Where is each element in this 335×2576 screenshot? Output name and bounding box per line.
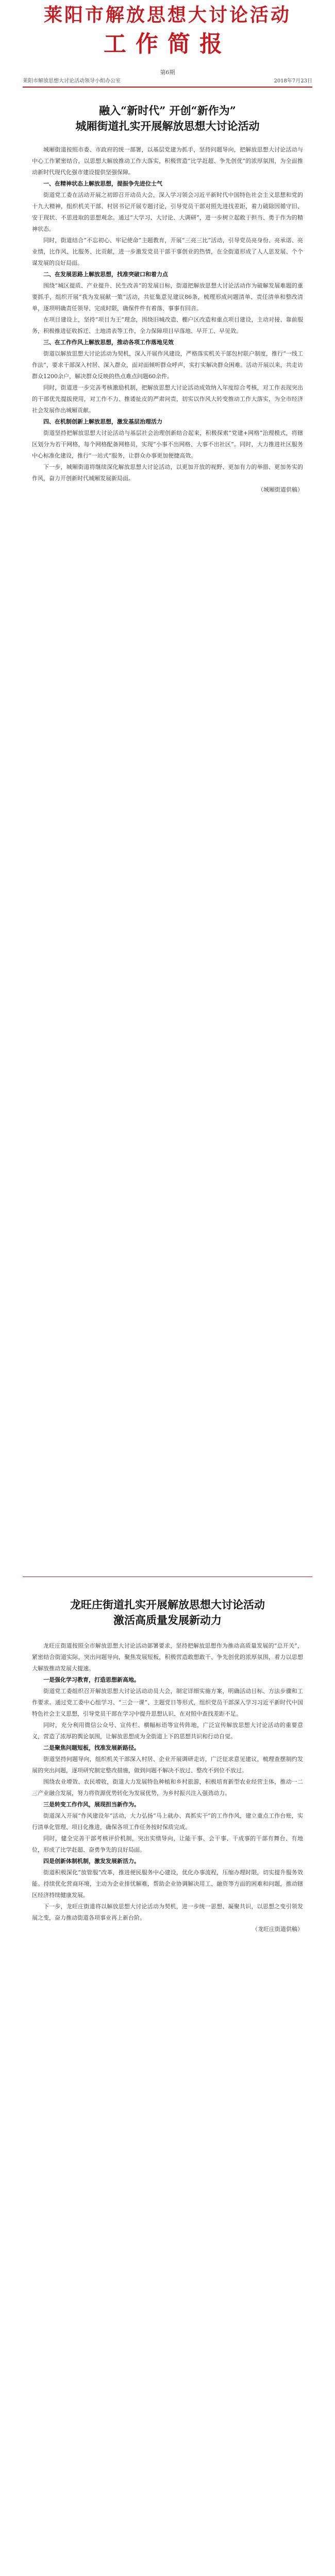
article2-title [23,1597,312,1628]
masthead-meta [23,76,312,84]
article2-intro: 龙旺庄街道按照全市解放思想大讨论活动部署要求，坚持把解放思想作为推动高质量发展的“总开关”，紧密结合街道实际，突出问题导向，聚焦发展短板，积极营造敢想敢干、争先创优的浓厚氛围，着力以思想大解放推动发展大提速。 [32,1642,303,1672]
article2-body [32,1640,303,1935]
article2-section2-paragraph2: 围绕农业增效、农民增收，街道大力发展特色种植和乡村旅游，积极培育新型农业经营主体，推动一二三产业融合发展，努力将资源优势转化为发展优势，为乡村振兴注入强劲动力。 [32,1778,303,1797]
article1-title-line1: 融入“新时代” 开创“新作为” [99,104,236,117]
article2-section2-heading: 二是聚焦问题短板，找准发展新路径。 [43,1744,140,1751]
article2-title-line1: 龙旺庄街道扎实开展解放思想大讨论活动 [70,1598,265,1611]
masthead-title: 莱阳市解放思想大讨论活动 [43,4,291,26]
issuing-org: 莱阳市解放思想大讨论活动领导小组办公室 [23,78,121,84]
article1-section3-heading: 三、在工作作风上解放思想，推动各项工作落地见效 [43,339,174,346]
article2-section4-paragraph2: 下一步，龙旺庄街道将以解放思想大讨论活动为契机，进一步统一思想、凝聚共识，以思想之变引领发展之变，奋力推动街道各项事业再上新台阶。 [32,1903,303,1921]
article2-section2-paragraph1: 街道坚持问题导向，组织机关干部深入村居、企业开展调研走访，广泛征求意见建议，梳理查摆制约发展的突出问题，逐项研究制定整改措施，做到问题不解决不放过、整改不到位不放过。 [32,1756,303,1774]
masthead-rule [23,87,312,88]
article1-section2-paragraph1: 围绕“城区提质、产业提升、民生改善”的发展目标，街道把解放思想大讨论活动作为破解发展难题的重要抓手，组织开展“我为发展献一策”活动，共征集意见建议86条，梳理形成问题清单、责任清单和整改清单，逐项明确责任领导、完成时限，确保件件有着落、事事有回音。 [32,282,303,312]
article1-body [32,144,303,496]
article2-section3-paragraph2: 同时，健全完善干部考核评价机制，突出实绩导向，让能干事、会干事、干成事的干部有舞台、有地位，形成了比学赶超、奋勇争先的良好局面。 [32,1835,303,1853]
masthead-subtitle: 工作简报 [104,31,231,57]
article2-end-note: （龙旺庄街道供稿） [252,1926,303,1933]
article1-section2-heading: 二、在发展思路上解放思想，找准突破口和着力点 [43,271,168,278]
article1-section4-heading: 四、在机制创新上解放思想，激发基层治理活力 [43,418,162,425]
article1-section1-paragraph2: 同时，街道结合“不忘初心、牢记使命”主题教育，开展“三亮三比”活动，引导党员亮身份、亮承诺、亮业绩，比作风、比服务、比贡献，进一步激发党员干部干事创业的热情，在全街道形成了人人思发展、个个谋发展的良好局面。 [32,237,303,266]
article1-end-note: （城厢街道供稿） [258,486,303,493]
issue-number: 第6期 [160,69,175,76]
article2-section4-heading: 四是创新体制机制，激发发展新活力。 [43,1858,140,1865]
article2-section3-paragraph1: 街道深入开展“作风建设年”活动，大力弘扬“马上就办、真抓实干”的工作作风，建立重点工作台账，实行清单化管理、项目化推进，确保各项工作任务按时保质完成。 [32,1812,303,1831]
article1-section4-paragraph1: 街道坚持把解放思想大讨论活动与基层社会治理创新结合起来，积极探索“党建+网格”治理模式，将辖区划分为若干网格，每个网格配备网格员，实现“小事不出网格、大事不出社区”。同时，大力推进社区服务中心标准化建设，推行“一站式”服务，让群众办事更加便捷高效。 [32,430,303,459]
article1-section1-paragraph1: 街道党工委在活动开展之初即召开动员大会，深入学习领会习近平新时代中国特色社会主义思想和党的十九大精神，组织机关干部、村居书记开展专题讨论，引导党员干部对照先进找差距，着力破除因循守旧、安于现状、不思进取的思想观念。通过“大学习、大讨论、大调研”，进一步树立起敢于担当、勇于作为的精神状态。 [32,192,303,232]
article1-title [23,103,312,134]
article1-title-line2: 城厢街道扎实开展解放思想大讨论活动 [75,120,260,132]
article1-section2-paragraph2: 在项目建设上，坚持“项目为王”理念，围绕旧城改造、棚户区改造和重点项目建设，主动对接、靠前服务，积极推进征收拆迁、土地清表等工作，全力保障项目早落地、早开工、早见效。 [32,316,303,334]
article2-section1-heading: 一是强化学习教育，打造思想新高地。 [43,1676,140,1683]
article2-title-line2: 激活高质量发展新动力 [113,1614,222,1626]
article2-section1-paragraph2: 同时，充分利用微信公众号、宣传栏、横幅标语等宣传阵地，广泛宣传解放思想大讨论活动的重要意义，营造了浓厚的舆论氛围，让解放思想成为全街道上下的思想共识和行动自觉。 [32,1722,303,1740]
article2-section1-paragraph1: 街道党工委组织召开解放思想大讨论活动动员大会，制定详细实施方案，明确活动目标、方法步骤和工作要求。通过党工委中心组学习、“三会一课”、主题党日等形式，组织党员干部深入学习习近平新时代中国特色社会主义思想，引导党员干部在学习中提升思想认识、在对照中查找差距不足。 [32,1688,303,1717]
article1-section3-paragraph1: 街道以解放思想大讨论活动为契机，深入开展作风建设，严格落实机关干部包村联户制度，推行“一线工作法”，要求干部深入村居、深入群众，面对面倾听群众呼声，实打实解决群众困难。活动开展以来，共走访群众1200余户，解决群众反映的热点难点问题60余件。 [32,350,303,380]
article1-section4-paragraph2: 下一步，城厢街道将继续深化解放思想大讨论活动，以更加开放的视野、更加有力的举措、更加务实的作风，奋力开创新时代城厢发展新局面。 [32,464,303,482]
issue-date: 2018年7月23日 [274,78,312,84]
article1-intro: 城厢街道按照市委、市政府的统一部署，以基层党建为抓手，坚持问题导向，把解放思想大讨论活动与中心工作紧密结合，以思想大解放推动工作大落实，积极营造“比学赶超、争先创优”的浓厚氛围，为全面推动新时代现代化强市建设提供坚强保障。 [32,146,303,176]
article1-section3-paragraph2: 同时，街道进一步完善考核激励机制，把解放思想大讨论活动成效纳入年度综合考核，对工作表现突出的干部优先提拔使用，对工作不力、推诿扯皮的严肃问责，切实以作风大转变推动工作大落实，为全市经济社会发展作出城厢贡献。 [32,384,303,414]
article2-section4-paragraph1: 街道积极深化“放管服”改革，推进便民服务中心建设，优化办事流程，压缩办理时限，切实提升服务效能。持续优化营商环境，主动为企业排忧解难，帮助企业协调解决用工、融资等方面的困难和问题，推动辖区经济持续健康发展。 [32,1869,303,1899]
article2-section3-heading: 三是转变工作作风，展现担当新作为。 [43,1801,140,1808]
article1-section1-heading: 一、在精神状态上解放思想，提振争先进位士气 [43,180,162,187]
